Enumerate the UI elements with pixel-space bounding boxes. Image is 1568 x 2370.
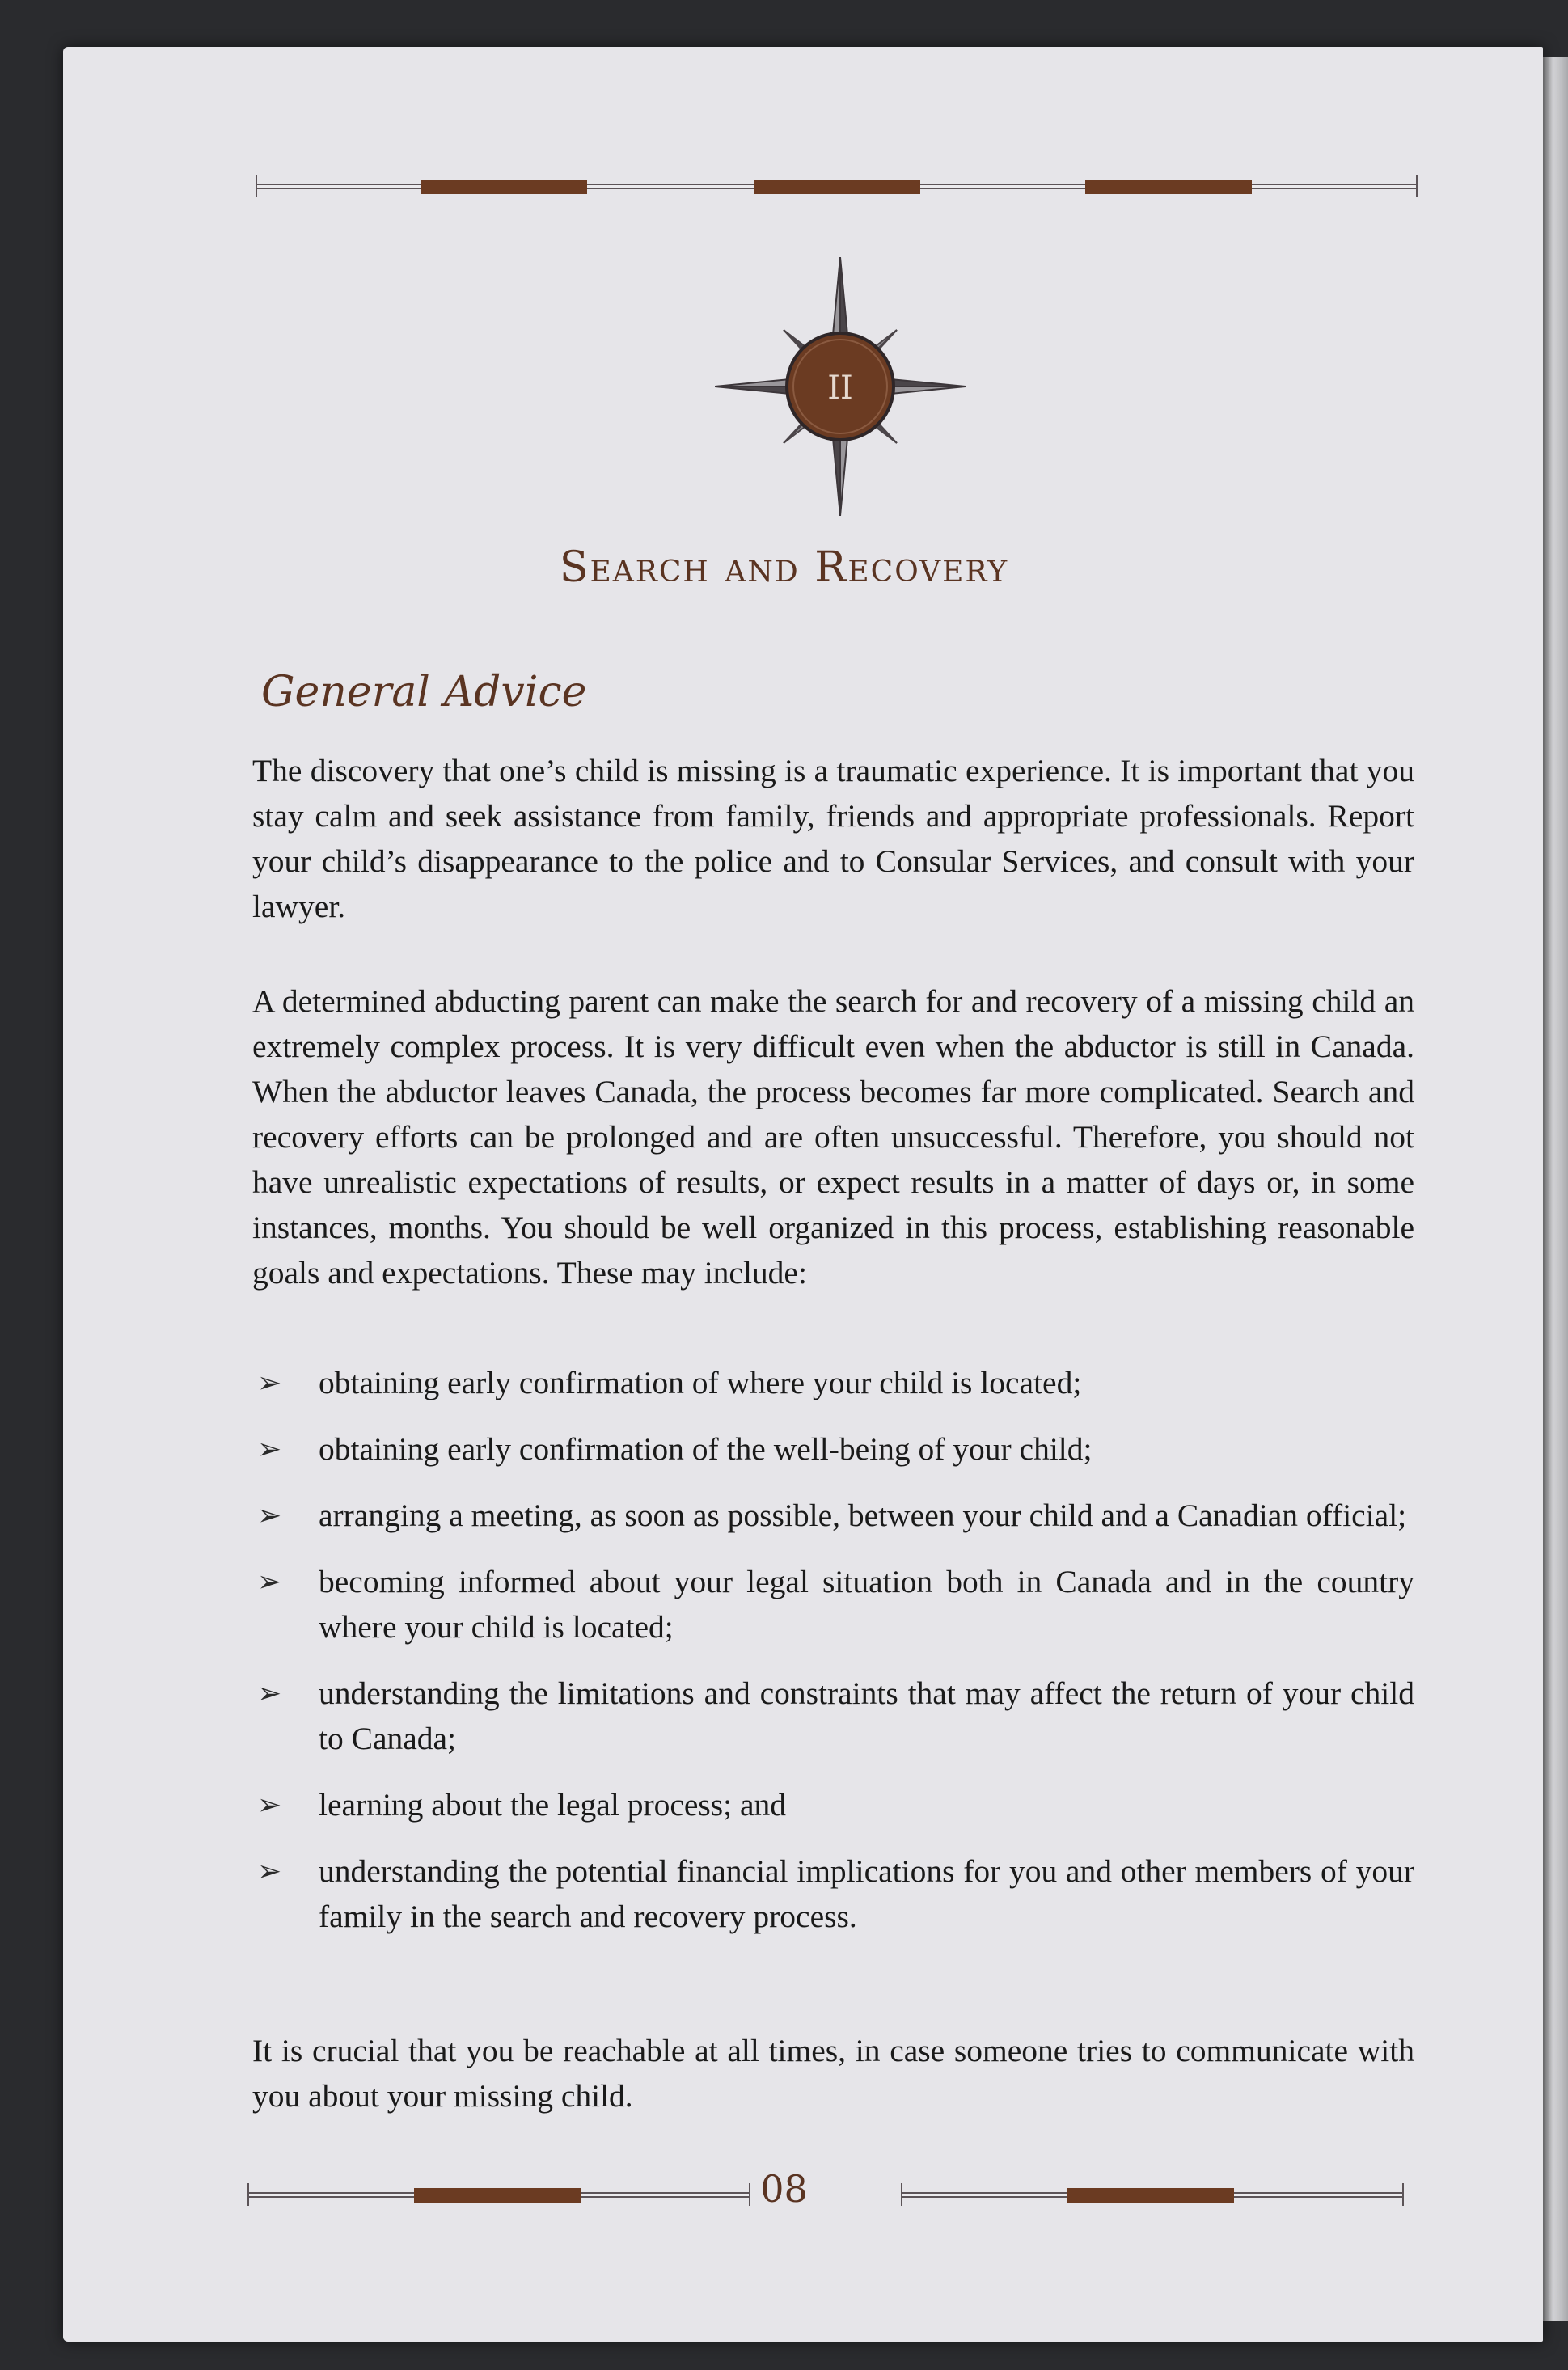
page-edge <box>1543 57 1568 2321</box>
arrow-bullet-icon: ➢ <box>257 1499 282 1531</box>
bottom-right-decorative-rule <box>901 2188 1404 2203</box>
arrow-bullet-icon: ➢ <box>257 1367 282 1399</box>
list-item: ➢ arranging a meeting, as soon as possible, between your child and a Canadian official; <box>252 1493 1414 1538</box>
list-item: ➢ obtaining early confirmation of where your child is located; <box>252 1360 1414 1405</box>
paragraph-3: It is crucial that you be reachable at all times, in case someone tries to communicate with you about your missing child. <box>252 2033 1414 2114</box>
paragraph-2: A determined abducting parent can make the search for and recovery of a missing child an extremely complex process. It is very difficult even when the abductor is still in Canada. When the abductor leaves Canada, the process becomes far more complicated. Search and recovery efforts can be prolonged and are often unsuccessful. Therefore, you should not have unrealistic expectations of results, or expect results in a matter of days or, in some instances, months. You should be well organized in this process, establishing reasonable goals and expectations. These may include: <box>252 983 1414 1291</box>
arrow-bullet-icon: ➢ <box>257 1433 282 1465</box>
list-item: ➢ understanding the limitations and constraints that may affect the return of your child to Canada; <box>252 1671 1414 1761</box>
top-decorative-rule <box>256 180 1418 194</box>
compass-star-icon <box>715 257 966 516</box>
arrow-bullet-icon: ➢ <box>257 1565 282 1598</box>
bullet-list <box>252 1360 1414 1960</box>
arrow-bullet-icon: ➢ <box>257 1855 282 1887</box>
chapter-numeral: II <box>827 370 853 407</box>
chapter-title: Search and Recovery <box>559 543 1009 592</box>
list-item: ➢ obtaining early confirmation of the well-being of your child; <box>252 1426 1414 1472</box>
list-item: ➢ understanding the potential financial implications for you and other members of your family in the search and recovery process. <box>252 1848 1414 1939</box>
list-item: ➢ learning about the legal process; and <box>252 1782 1414 1827</box>
arrow-bullet-icon: ➢ <box>257 1677 282 1709</box>
paragraph-1: The discovery that one’s child is missing is a traumatic experience. It is important that you stay calm and seek assistance from family, friends and appropriate professionals. Report your child’s disappearance to the police and to Consular Services, and consult with your lawyer. <box>252 753 1414 924</box>
section-heading: General Advice <box>261 668 587 716</box>
page-number: 08 <box>760 2167 808 2211</box>
list-item: ➢ becoming informed about your legal situation both in Canada and in the country where your child is located; <box>252 1559 1414 1650</box>
arrow-bullet-icon: ➢ <box>257 1789 282 1821</box>
